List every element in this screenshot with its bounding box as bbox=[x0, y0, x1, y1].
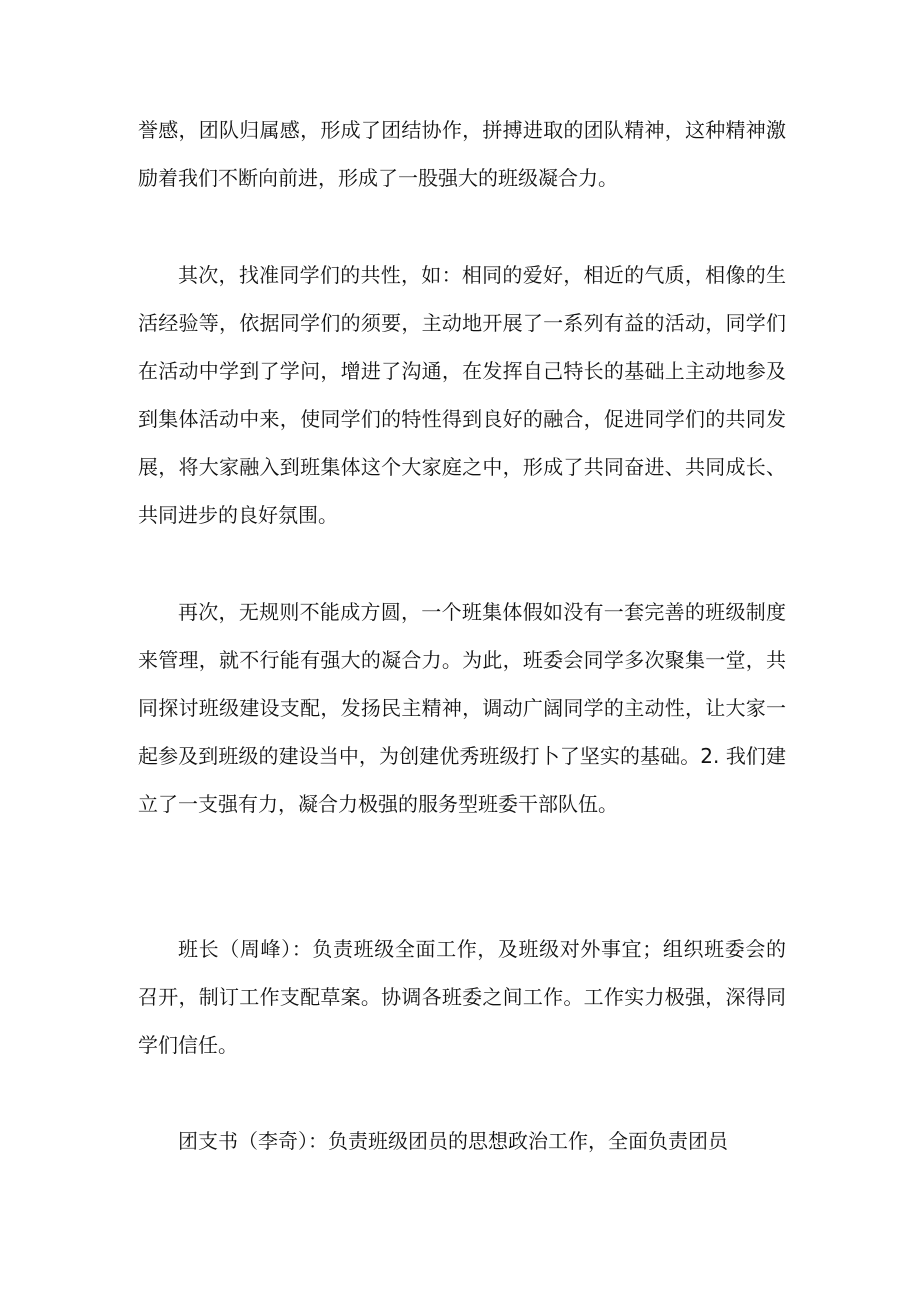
paragraph-5: 团支书（李奇）：负责班级团员的思想政治工作，全面负责团员 bbox=[178, 1129, 728, 1153]
paragraph-3: 再次，无规则不能成方圆，一个班集体假如没有一套完善的班级制度来管理，就不行能有强大的凝合力。为此，班委会同学多次聚集一堂，共同探讨班级建设支配，发扬民主精神，调动广阔同学的主动性，让大家一起参及到班级的建设当中，为创建优秀班级打卜了坚实的基础。2. 我们建立了一支强有力，凝合力极强的服务型班委干部队伍。 bbox=[138, 600, 786, 816]
paragraph-4: 班长（周峰）：负责班级全面工作，及班级对外事宜；组织班委会的召开，制订工作支配草案。协调各班委之间工作。工作实力极强，深得同学们信任。 bbox=[138, 937, 786, 1057]
paragraph-1: 誉感，团队归属感，形成了团结协作，拼搏进取的团队精神，这种精神激励着我们不断向前进，形成了一股强大的班级凝合力。 bbox=[138, 118, 786, 190]
paragraph-2: 其次，找准同学们的共性，如：相同的爱好，相近的气质，相像的生活经验等，依据同学们的须要，主动地开展了一系列有益的活动，同学们在活动中学到了学问，增进了沟通，在发挥自己特长的基础上主动地参及到集体活动中来，使同学们的特性得到良好的融合，促进同学们的共同发展，将大家融入到班集体这个大家庭之中，形成了共同奋进、共同成长、共同进步的良好氛围。 bbox=[138, 263, 786, 527]
